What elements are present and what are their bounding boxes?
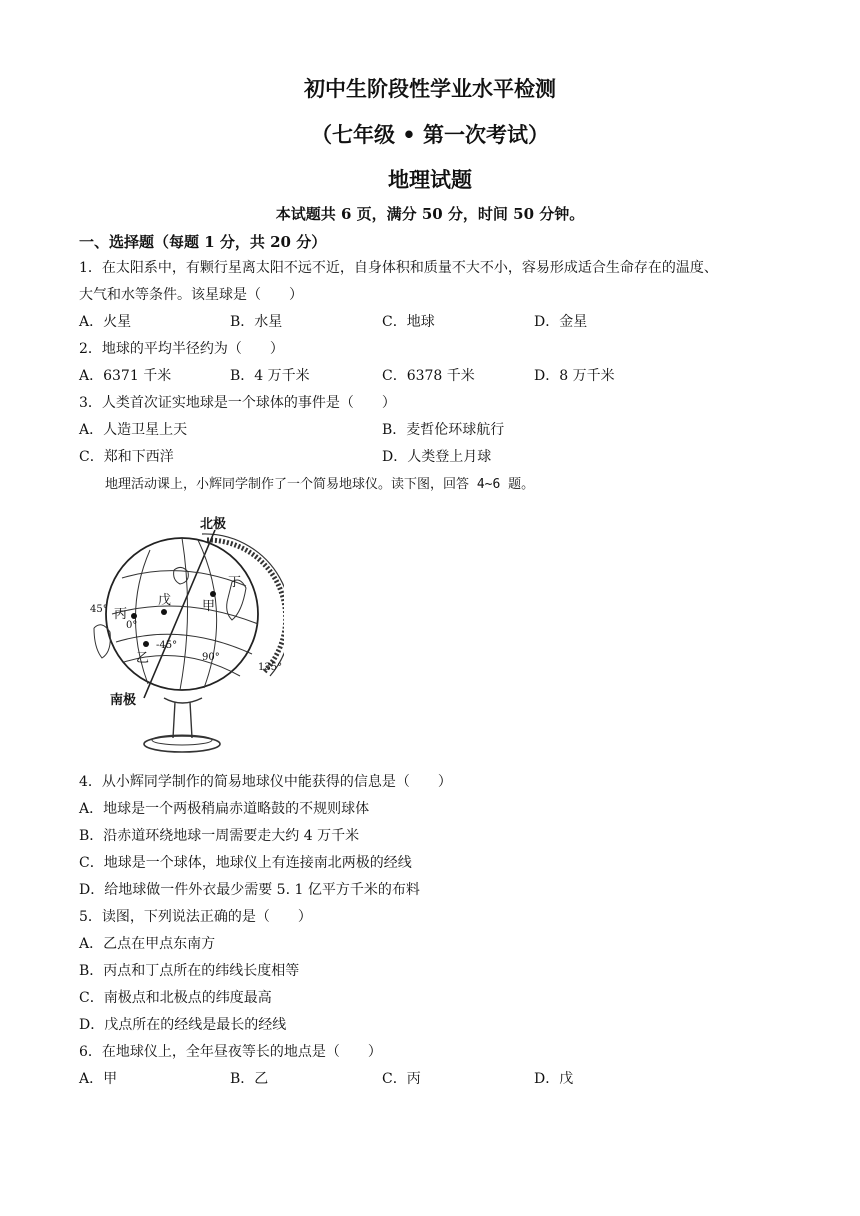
- lat-45s-label: -45°: [156, 640, 178, 651]
- point-jia-label: 甲: [202, 599, 216, 614]
- point-jia-dot: [210, 591, 216, 597]
- point-yi-dot: [143, 641, 149, 647]
- q4-option-d: D．给地球做一件外衣最少需要 5. 1 亿平方千米的布料: [79, 882, 420, 898]
- section-heading: 一、选择题（每题 1 分，共 20 分）: [79, 233, 327, 251]
- globe-sphere: [106, 538, 258, 690]
- point-bing-dot: [131, 613, 137, 619]
- q6-stem: 6．在地球仪上，全年昼夜等长的地点是（ ）: [79, 1044, 382, 1060]
- q4-stem: 4．从小辉同学制作的简易地球仪中能获得的信息是（ ）: [79, 774, 452, 790]
- subject-title: 地理试题: [388, 168, 472, 192]
- q1-option-b: B．水星: [230, 314, 283, 330]
- q2-option-d: D．8 万千米: [534, 368, 615, 384]
- q4-option-a: A．地球是一个两极稍扁赤道略鼓的不规则球体: [79, 801, 370, 817]
- point-ding-label: 丁: [228, 575, 242, 590]
- q3-option-b: B．麦哲伦环球航行: [382, 422, 505, 438]
- point-bing-label: 丙: [114, 607, 128, 622]
- lat-45n-label: 45°: [90, 604, 108, 615]
- exam-info: 本试题共 6 页，满分 50 分，时间 50 分钟。: [275, 205, 585, 223]
- q4-option-c: C．地球是一个球体，地球仪上有连接南北两极的经线: [79, 855, 412, 871]
- point-wu-dot: [161, 609, 167, 615]
- q1-stem-line1: 1．在太阳系中，有颗行星离太阳不远不近，自身体积和质量不大不小，容易形成适合生命存在的温度、: [79, 260, 718, 276]
- q1-option-c: C．地球: [382, 314, 435, 330]
- q2-stem: 2．地球的平均半径约为（ ）: [79, 341, 284, 357]
- q6-option-c: C．丙: [382, 1071, 421, 1087]
- q3-option-c: C．郑和下西洋: [79, 449, 174, 465]
- globe-stand-stem: [173, 702, 192, 738]
- q2-option-a: A．6371 千米: [79, 368, 172, 384]
- exam-title: 初中生阶段性学业水平检测: [304, 77, 556, 101]
- q6-option-a: A．甲: [79, 1071, 118, 1087]
- q5-option-a: A．乙点在甲点东南方: [79, 936, 216, 952]
- q2-option-b: B．4 万千米: [230, 368, 310, 384]
- lat-0-label: 0°: [126, 620, 138, 631]
- q3-option-a: A．人造卫星上天: [79, 422, 188, 438]
- globe-stand-base: [144, 736, 220, 752]
- q2-option-c: C．6378 千米: [382, 368, 475, 384]
- lon-135-label: 135°: [258, 662, 283, 673]
- figure-intro: 地理活动课上，小辉同学制作了一个简易地球仪。读下图，回答 4~6 题。: [105, 477, 535, 492]
- south-pole-label: 南极: [110, 693, 137, 708]
- q3-option-d: D．人类登上月球: [382, 449, 492, 465]
- q4-option-b: B．沿赤道环绕地球一周需要走大约 4 万千米: [79, 828, 360, 844]
- q5-option-b: B．丙点和丁点所在的纬线长度相等: [79, 963, 300, 979]
- q1-option-a: A．火星: [79, 314, 132, 330]
- q3-stem: 3．人类首次证实地球是一个球体的事件是（ ）: [79, 395, 396, 411]
- q5-option-d: D．戊点所在的经线是最长的经线: [79, 1017, 287, 1033]
- point-yi-label: 乙: [136, 651, 150, 666]
- lon-90-label: 90°: [202, 652, 220, 663]
- q5-stem: 5．读图，下列说法正确的是（ ）: [79, 909, 312, 925]
- q6-option-b: B．乙: [230, 1071, 269, 1087]
- exam-subtitle: （七年级 • 第一次考试）: [310, 123, 550, 147]
- q1-stem-line2: 大气和水等条件。该星球是（ ）: [79, 287, 303, 303]
- q1-option-d: D．金星: [534, 314, 588, 330]
- q5-option-c: C．南极点和北极点的纬度最高: [79, 990, 272, 1006]
- north-pole-label: 北极: [200, 517, 227, 532]
- globe-figure: [82, 512, 284, 758]
- q6-option-d: D．戊: [534, 1071, 574, 1087]
- point-wu-label: 戊: [158, 593, 172, 608]
